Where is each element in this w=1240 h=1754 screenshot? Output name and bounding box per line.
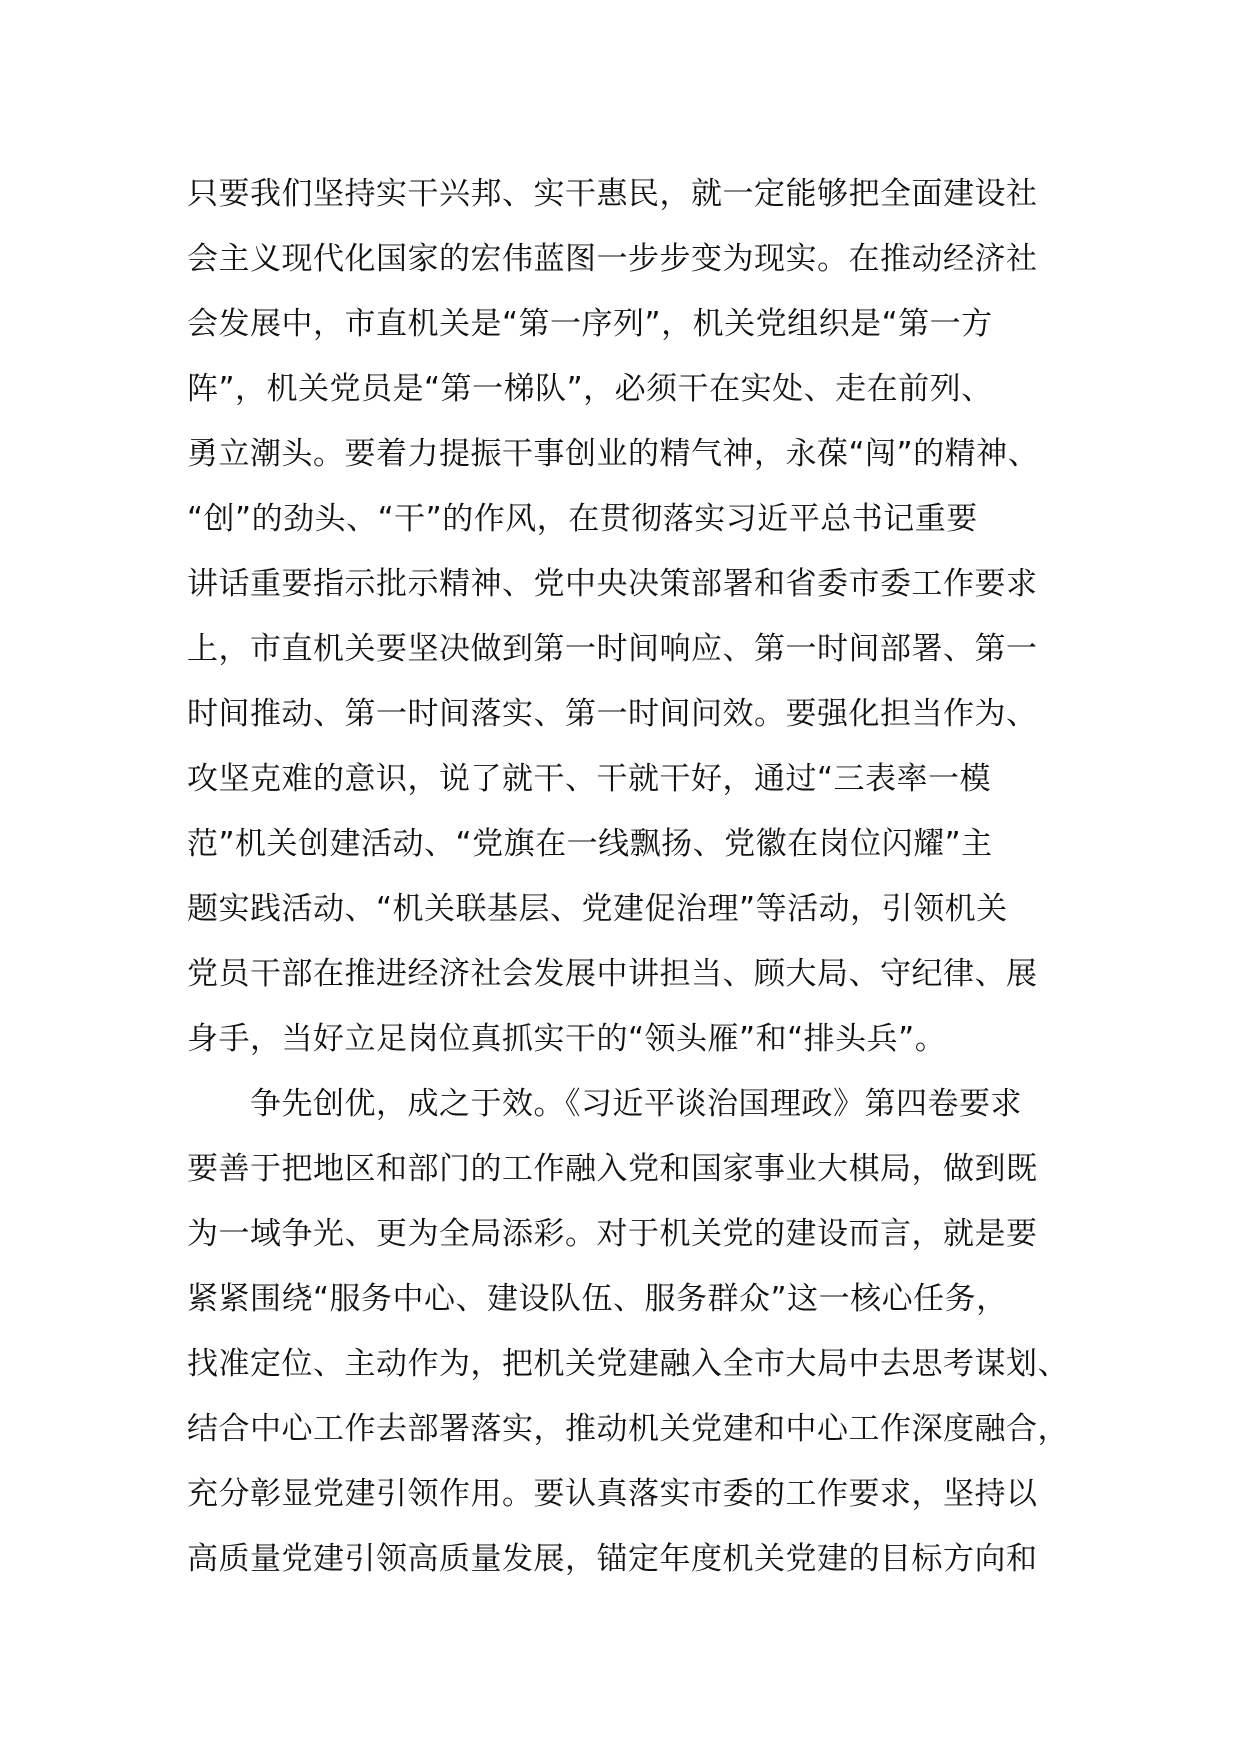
text-line: 时间推动、第一时间落实、第一时间问效。要强化担当作为、 xyxy=(187,696,1038,732)
text-line: 勇立潮头。要着力提振干事创业的精气神，永葆“闯”的精神、 xyxy=(187,436,1040,472)
text-line: 身手，当好立足岗位真抓实干的“领头雁”和“排头兵”。 xyxy=(187,1021,947,1057)
text-line: 充分彰显党建引领作用。要认真落实市委的工作要求，坚持以 xyxy=(187,1476,1038,1512)
text-line: 会发展中，市直机关是“第一序列”，机关党组织是“第一方 xyxy=(187,306,993,342)
text-line: 要善于把地区和部门的工作融入党和国家事业大棋局，做到既 xyxy=(187,1151,1038,1187)
text-line: 攻坚克难的意识，说了就干、干就干好，通过“三表率一模 xyxy=(187,761,992,797)
text-line: 阵”，机关党员是“第一梯队”，必须干在实处、走在前列、 xyxy=(187,371,993,407)
text-line: 找准定位、主动作为，把机关党建融入全市大局中去思考谋划、 xyxy=(187,1346,1069,1382)
text-line: 题实践活动、“机关联基层、党建促治理”等活动，引领机关 xyxy=(187,891,1008,927)
text-line: 为一域争光、更为全局添彩。对于机关党的建设而言，就是要 xyxy=(187,1216,1038,1252)
text-line: 会主义现代化国家的宏伟蓝图一步步变为现实。在推动经济社 xyxy=(187,241,1038,277)
text-line: 讲话重要指示批示精神、党中央决策部署和省委市委工作要求 xyxy=(187,566,1038,602)
body-text xyxy=(187,162,1087,1592)
text-line: 紧紧围绕“服务中心、建设队伍、服务群众”这一核心任务， xyxy=(187,1281,1008,1317)
text-line: 范”机关创建活动、“党旗在一线飘扬、党徽在岗位闪耀”主 xyxy=(187,826,993,862)
text-line: 结合中心工作去部署落实，推动机关党建和中心工作深度融合， xyxy=(187,1411,1069,1447)
text-line: 只要我们坚持实干兴邦、实干惠民，就一定能够把全面建设社 xyxy=(187,176,1038,212)
text-line: “创”的劲头、“干”的作风，在贯彻落实习近平总书记重要 xyxy=(187,501,978,537)
text-line: 高质量党建引领高质量发展，锚定年度机关党建的目标方向和 xyxy=(187,1541,1038,1577)
text-line: 党员干部在推进经济社会发展中讲担当、顾大局、守纪律、展 xyxy=(187,956,1038,992)
paragraph-start-line: 争先创优，成之于效。《习近平谈治国理政》第四卷要求 xyxy=(187,1086,1022,1122)
text-line: 上，市直机关要坚决做到第一时间响应、第一时间部署、第一 xyxy=(187,631,1038,667)
